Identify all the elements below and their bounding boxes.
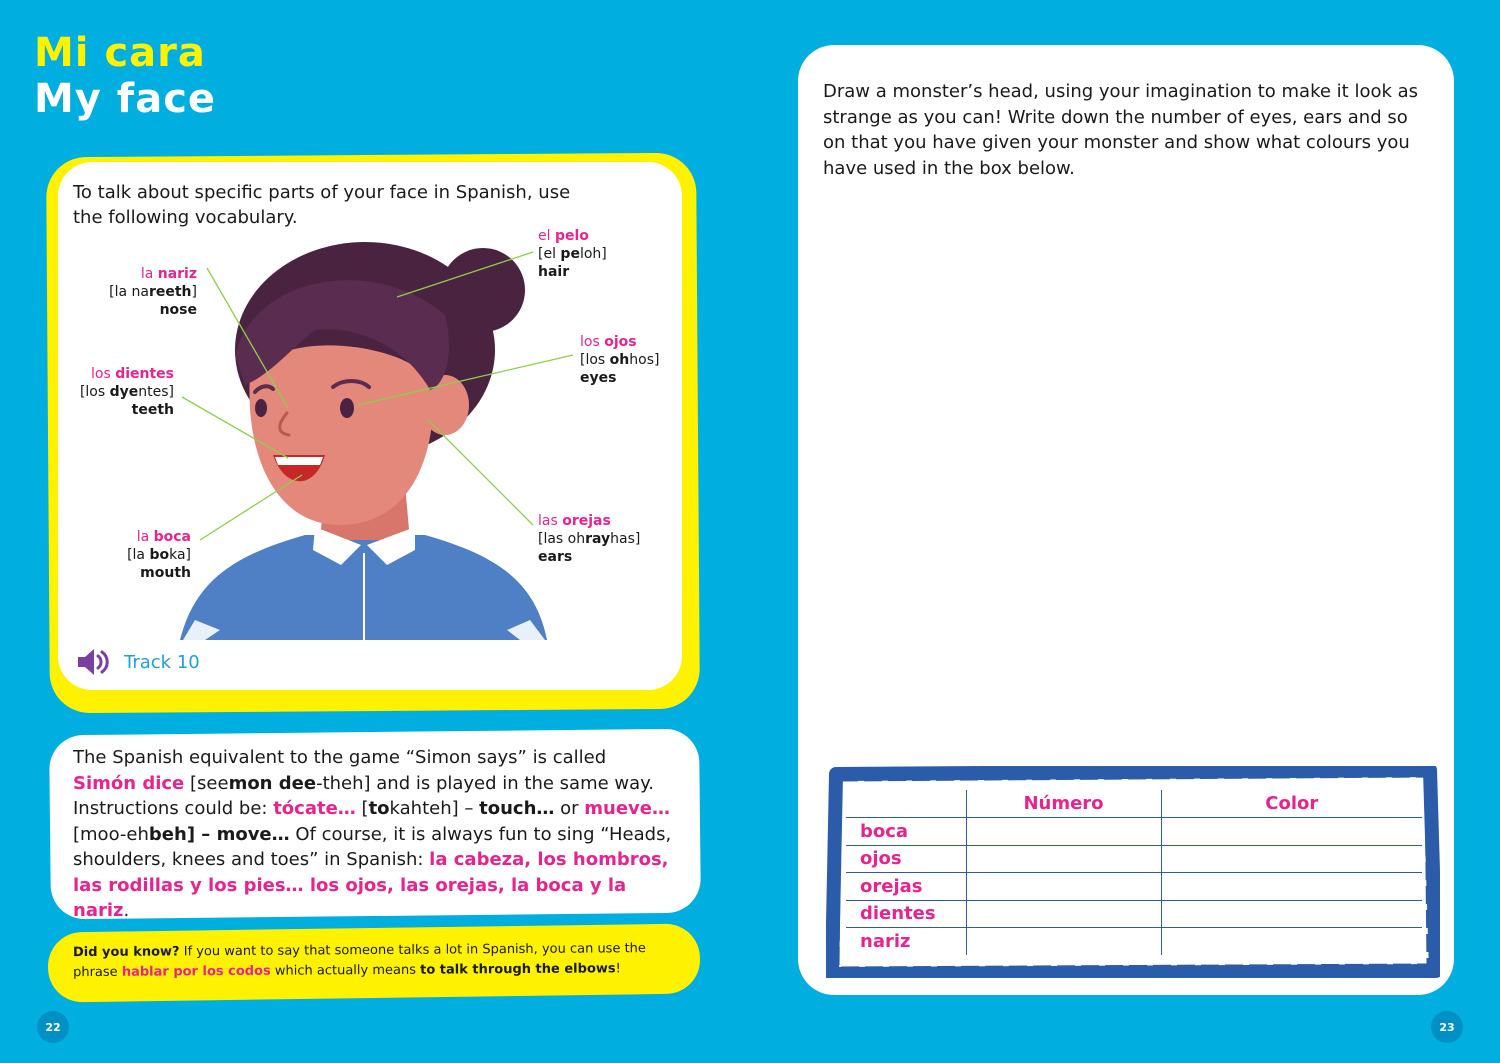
numero-cell[interactable] [966, 928, 1161, 956]
label-pelo: el pelo [el peloh] hair [538, 228, 607, 280]
numero-cell[interactable] [966, 900, 1161, 928]
color-cell[interactable] [1161, 818, 1422, 846]
numero-cell[interactable] [966, 873, 1161, 901]
simon-says-text: The Spanish equivalent to the game “Simon says” is called Simón dice [seemon dee-theh] and is played in the same way. Instructions could be: tócate… [tokahteh] – touch… or mueve… [moo-ehbeh] – move… Of course, it is always fun to sing “Heads, shoulders, knees and toes” in Spanish: la cabeza, los hombros, las rodillas y los pies… los ojos, las orejas, la boca y la nariz. [73, 747, 672, 921]
row-label: orejas [846, 873, 966, 901]
title-english: My face [34, 76, 217, 122]
numero-cell[interactable] [966, 845, 1161, 873]
monster-table [846, 790, 1422, 955]
audio-track[interactable] [76, 645, 200, 679]
monster-table-frame [826, 766, 1440, 978]
table-row [846, 928, 1422, 956]
row-label: ojos [846, 845, 966, 873]
label-dientes: los dientes [los dyentes] teeth [79, 366, 174, 418]
row-label: boca [846, 818, 966, 846]
did-you-know-text: Did you know? If you want to say that someone talks a lot in Spanish, you can use the phrase hablar por los codos which actually means to talk through the elbows! [72, 941, 646, 981]
color-cell[interactable] [1161, 873, 1422, 901]
table-row [846, 873, 1422, 901]
table-row [846, 845, 1422, 873]
page-number-left: 22 [37, 1011, 69, 1043]
numero-cell[interactable] [966, 818, 1161, 846]
label-boca: la boca [la boka] mouth [127, 529, 191, 581]
table-header-numero: Número [966, 790, 1161, 818]
table-header-row [846, 790, 1422, 818]
table-header-color: Color [1161, 790, 1422, 818]
label-ojos: los ojos [los ohhos] eyes [580, 334, 660, 386]
monster-instructions: Draw a monster’s head, using your imagination to make it look as strange as you can! Write down the number of eyes, ears and so on that you have given your monster and show what colours you have used in the box below. [823, 81, 1419, 179]
row-label: dientes [846, 900, 966, 928]
title-spanish: Mi cara [34, 30, 206, 76]
label-nariz: la nariz [la nareeth] nose [109, 266, 197, 318]
row-label: nariz [860, 931, 911, 952]
table-row [846, 818, 1422, 846]
vocab-intro: To talk about specific parts of your face in Spanish, use the following vocabulary. [73, 182, 571, 228]
label-orejas: las orejas [las ohrayhas] ears [538, 513, 641, 565]
color-cell[interactable] [1161, 845, 1422, 873]
color-cell[interactable] [1161, 928, 1422, 956]
speaker-icon[interactable] [76, 645, 110, 679]
table-header-blank [846, 790, 966, 818]
table-row [846, 900, 1422, 928]
track-label: Track 10 [124, 651, 200, 673]
color-cell[interactable] [1161, 900, 1422, 928]
page-number-right: 23 [1431, 1011, 1463, 1043]
